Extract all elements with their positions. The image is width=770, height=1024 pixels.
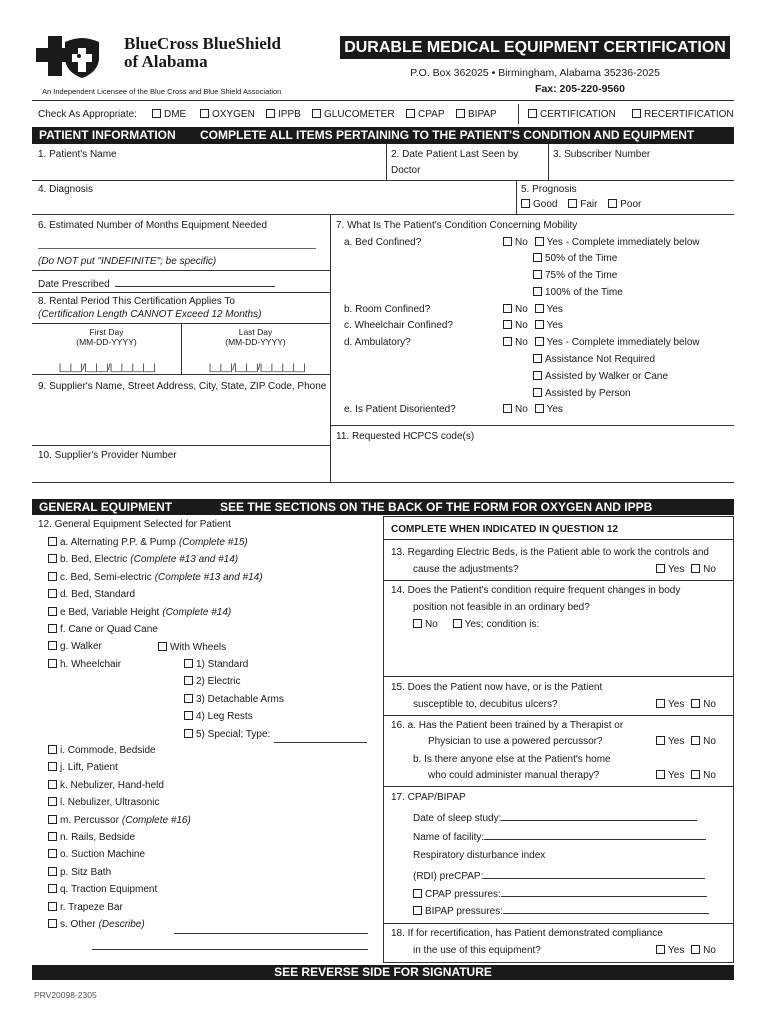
q14-text: 14. Does the Patient's condition require frequent changes in body [391, 585, 681, 596]
equipment-item-note: (Complete #13 and #14) [154, 571, 263, 583]
reverse-side-bar: SEE REVERSE SIDE FOR SIGNATURE [32, 965, 734, 980]
patient-info-subtitle: COMPLETE ALL ITEMS PERTAINING TO THE PATIENT'S CONDITION AND EQUIPMENT [200, 128, 695, 142]
equipment-item-label: j. Lift, Patient [60, 762, 118, 774]
equipment-item-label: b. Bed, Electric [60, 554, 128, 566]
equipment-item[interactable] [48, 919, 145, 931]
yes-label: Yes [668, 699, 685, 710]
q17-bipap[interactable] [413, 904, 709, 918]
ippb-label: IPPB [278, 109, 301, 120]
equipment-item[interactable] [48, 572, 263, 584]
first-day-input[interactable]: |__|__|/|__|__|/|__|__|__|__| [58, 362, 156, 372]
checkbox-disoriented-yes[interactable] [535, 404, 544, 413]
bed-confined-label: a. Bed Confined? [344, 237, 422, 248]
q13-text: 13. Regarding Electric Beds, is the Patient able to work the controls and [391, 547, 709, 558]
checkbox-q16a-yes[interactable] [656, 736, 665, 745]
checkbox-equip-ah-2[interactable] [48, 572, 57, 581]
date-last-seen-label2: Doctor [391, 165, 421, 176]
field-date-last-seen[interactable] [391, 149, 518, 177]
checkbox-bed-confined-no[interactable] [503, 237, 512, 246]
checkbox-room-confined-no[interactable] [503, 304, 512, 313]
yes-label: Yes [546, 404, 563, 415]
wheelchair-option-label: 1) Standard [196, 659, 249, 670]
equipment-item-label: n. Rails, Bedside [60, 832, 136, 843]
last-day-input[interactable]: |__|__|/|__|__|/|__|__|__|__| [208, 362, 306, 372]
checkbox-equip-is-6[interactable] [48, 849, 57, 858]
equipment-item-label: o. Suction Machine [60, 849, 146, 861]
prognosis-poor-label: Poor [620, 199, 642, 210]
checkbox-bipap-pressures[interactable] [413, 906, 422, 915]
checkbox-assist-walker[interactable] [533, 371, 542, 380]
first-day-label: First Day [89, 327, 124, 337]
checkbox-q16a-no[interactable] [691, 736, 700, 745]
equipment-item[interactable] [48, 815, 191, 827]
equipment-item[interactable] [48, 607, 231, 619]
equipment-item[interactable] [48, 762, 118, 774]
dme-label: DME [164, 109, 187, 120]
field-equipment-selected: 12. General Equipment Selected for Patient [38, 519, 231, 530]
field-prognosis: 5. Prognosis [521, 184, 577, 195]
licensee-text: An Independent Licensee of the Blue Cross and Blue Shield Association [42, 87, 282, 96]
checkbox-prognosis-poor[interactable] [608, 199, 617, 208]
rdi-label: (RDI) preCPAP: [413, 871, 484, 882]
checkbox-equip-is-7[interactable] [48, 867, 57, 876]
field-rental-period: 8. Rental Period This Certification Applies To [38, 296, 235, 307]
checkbox-75pct[interactable] [533, 270, 542, 279]
q17-rdi[interactable] [413, 869, 705, 883]
q17-rdi-label: Respiratory disturbance index [413, 850, 546, 861]
equipment-item[interactable] [48, 659, 121, 671]
prognosis-good-label: Good [533, 199, 558, 210]
checkbox-bipap[interactable] [456, 109, 465, 118]
field-diagnosis[interactable]: 4. Diagnosis [38, 184, 94, 195]
q17-facility[interactable] [413, 830, 706, 844]
equipment-item-label: c. Bed, Semi-electric [60, 571, 152, 583]
glucometer-label: GLUCOMETER [324, 109, 395, 120]
field-supplier-address[interactable]: 9. Supplier's Name, Street Address, City, State, ZIP Code, Phone [38, 381, 327, 392]
yes-label: Yes [668, 770, 685, 781]
checkbox-equip-is-3[interactable] [48, 797, 57, 806]
checkbox-equip-is-4[interactable] [48, 815, 57, 824]
q16a-text: 16. a. Has the Patient been trained by a Therapist or [391, 720, 624, 731]
q17-cpap[interactable] [413, 887, 707, 901]
checkbox-wheelchair-opt-2[interactable] [184, 694, 193, 703]
q14-yes-label: Yes; condition is: [464, 619, 540, 630]
wheelchair-option[interactable] [184, 729, 270, 741]
checkbox-equip-is-8[interactable] [48, 884, 57, 893]
bcbs-logo [36, 34, 116, 80]
equipment-item[interactable] [48, 554, 238, 566]
field-hcpcs[interactable]: 11. Requested HCPCS code(s) [336, 431, 475, 442]
checkbox-dme[interactable] [152, 109, 161, 118]
equipment-item-label: q. Traction Equipment [60, 884, 158, 896]
last-day-label: Last Day [238, 327, 273, 337]
pct-50-label: 50% of the Time [545, 253, 618, 264]
equipment-item-note: (Complete #13 and #14) [130, 554, 239, 566]
checkbox-equip-is-2[interactable] [48, 780, 57, 789]
yes-label: Yes [546, 304, 563, 315]
checkbox-oxygen[interactable] [200, 109, 209, 118]
checkbox-equip-is-10[interactable] [48, 919, 57, 928]
equipment-item-label: s. Other [60, 919, 96, 930]
equipment-item-label: e Bed, Variable Height [60, 606, 160, 618]
equipment-item-note: (Describe) [98, 919, 145, 930]
checkbox-100pct[interactable] [533, 287, 542, 296]
first-day-format: (MM-DD-YYYY) [76, 337, 137, 347]
check-label: Check As Appropriate: [38, 109, 137, 120]
fax: Fax: 205-220-9560 [535, 83, 625, 95]
equipment-item[interactable] [48, 641, 102, 653]
checkbox-disoriented-no[interactable] [503, 404, 512, 413]
checkbox-ippb[interactable] [266, 109, 275, 118]
address: P.O. Box 362025 • Birmingham, Alabama 35236-2025 [410, 67, 660, 79]
checkbox-recertification[interactable] [632, 109, 641, 118]
checkbox-room-confined-yes[interactable] [535, 304, 544, 313]
equipment-item-label: h. Wheelchair [60, 658, 122, 670]
no-label: No [515, 237, 528, 248]
bipap-pressures-label: BIPAP pressures: [425, 906, 503, 917]
yes-complete-label: Yes - Complete immediately below [546, 337, 700, 348]
equipment-item[interactable] [48, 780, 164, 792]
no-label: No [515, 404, 528, 415]
field-provider-number[interactable]: 10. Supplier's Provider Number [38, 450, 177, 461]
equipment-item[interactable] [48, 902, 123, 914]
general-equipment-bar [32, 499, 734, 515]
wheelchair-option-label: 3) Detachable Arms [196, 693, 284, 705]
equipment-item-label: l. Nebulizer, Ultrasonic [60, 797, 160, 809]
checkbox-equip-ah-3[interactable] [48, 589, 57, 598]
checkbox-certification[interactable] [528, 109, 537, 118]
q17-text: 17. CPAP/BIPAP [391, 792, 466, 803]
cpap-pressures-label: CPAP pressures: [425, 889, 501, 900]
q17-sleep-study[interactable] [413, 811, 697, 825]
wheelchair-option-label: 2) Electric [196, 676, 241, 688]
brand-name [124, 35, 281, 71]
cpap-label: CPAP [418, 109, 445, 120]
checkbox-q14-yes[interactable] [453, 619, 462, 628]
q16b-text: b. Is there anyone else at the Patient's home [413, 754, 611, 765]
checkbox-ambulatory-yes[interactable] [535, 337, 544, 346]
checkbox-prognosis-fair[interactable] [568, 199, 577, 208]
yes-complete-label: Yes - Complete immediately below [546, 237, 700, 248]
checkbox-equip-ah-5[interactable] [48, 624, 57, 633]
checkbox-q16b-yes[interactable] [656, 770, 665, 779]
yes-label: Yes [668, 945, 685, 956]
checkbox-equip-ah-1[interactable] [48, 554, 57, 563]
checkbox-cpap-pressures[interactable] [413, 889, 422, 898]
other-describe-line2[interactable] [92, 949, 368, 950]
wheelchair-option-label: 5) Special; Type: [196, 728, 271, 740]
equipment-item-note: (Complete #16) [121, 814, 191, 826]
no-label: No [515, 304, 528, 315]
no-label: No [515, 320, 528, 331]
check-appropriate-row [38, 109, 137, 121]
checkbox-wheelchair-opt-4[interactable] [184, 729, 193, 738]
checkbox-q16b-no[interactable] [691, 770, 700, 779]
room-confined-label: b. Room Confined? [344, 304, 431, 315]
checkbox-ambulatory-no[interactable] [503, 337, 512, 346]
checkbox-equip-is-1[interactable] [48, 762, 57, 771]
wheelchair-option[interactable] [184, 659, 248, 671]
equipment-item-label: i. Commode, Bedside [60, 745, 156, 756]
date-last-seen-label: 2. Date Patient Last Seen by [391, 149, 519, 160]
months-needed-note: (Do NOT put "INDEFINITE"; be specific) [38, 256, 217, 267]
pct-100-label: 100% of the Time [545, 287, 623, 298]
checkbox-q18-no[interactable] [691, 945, 700, 954]
last-day-format: (MM-DD-YYYY) [225, 337, 286, 347]
equipment-item[interactable] [48, 884, 157, 896]
patient-info-title: PATIENT INFORMATION [39, 128, 176, 142]
field-subscriber-number[interactable]: 3. Subscriber Number [553, 149, 651, 160]
with-wheels-label: With Wheels [170, 642, 227, 653]
assist-none-label: Assistance Not Required [545, 354, 656, 365]
checkbox-equip-ah-7[interactable] [48, 659, 57, 668]
no-label: No [703, 564, 716, 575]
brand-line1: BlueCross BlueShield [124, 34, 281, 53]
equipment-item[interactable] [48, 797, 159, 809]
checkbox-q13-no[interactable] [691, 564, 700, 573]
bipap-label: BIPAP [468, 109, 497, 120]
equipment-item[interactable] [48, 624, 158, 636]
equipment-item-label: f. Cane or Quad Cane [60, 624, 158, 635]
q16b-text2: who could administer manual therapy? [428, 770, 600, 781]
checkbox-equip-ah-0[interactable] [48, 537, 57, 546]
equipment-item-label: r. Trapeze Bar [60, 901, 123, 913]
patient-info-bar [32, 127, 734, 144]
equipment-item-label: k. Nebulizer, Hand-held [60, 779, 164, 791]
rental-period-note: (Certification Length CANNOT Exceed 12 Months) [38, 309, 262, 320]
q16a-text2: Physician to use a powered percussor? [428, 736, 603, 747]
wheelchair-option[interactable] [184, 676, 240, 688]
wheelchair-option-label: 4) Leg Rests [196, 711, 253, 723]
q18-text: 18. If for recertification, has Patient demonstrated compliance [391, 928, 663, 939]
equipment-item[interactable] [48, 832, 135, 844]
ambulatory-label: d. Ambulatory? [344, 337, 411, 348]
no-label: No [703, 945, 716, 956]
disoriented-label: e. Is Patient Disoriented? [344, 404, 456, 415]
equipment-item-label: d. Bed, Standard [60, 589, 136, 601]
date-prescribed-label: Date Prescribed [38, 279, 110, 290]
field-months-needed: 6. Estimated Number of Months Equipment Needed [38, 220, 268, 231]
checkbox-cpap[interactable] [406, 109, 415, 118]
yes-label: Yes [668, 564, 685, 575]
no-label: No [703, 699, 716, 710]
field-mobility: 7. What Is The Patient's Condition Concerning Mobility [336, 220, 578, 231]
no-label: No [515, 337, 528, 348]
form-code: PRV20098-2305 [34, 990, 97, 1000]
checkbox-glucometer[interactable] [312, 109, 321, 118]
checkbox-q15-yes[interactable] [656, 699, 665, 708]
sleep-study-label: Date of sleep study: [413, 813, 502, 824]
equipment-item[interactable] [48, 849, 145, 861]
assist-person-label: Assisted by Person [545, 388, 631, 399]
checkbox-50pct[interactable] [533, 253, 542, 262]
general-equipment-title: GENERAL EQUIPMENT [39, 500, 173, 514]
certification-label: CERTIFICATION [540, 109, 616, 120]
checkbox-q14-no[interactable] [413, 619, 422, 628]
cross-shield-icon [36, 34, 116, 80]
checkbox-equip-is-9[interactable] [48, 902, 57, 911]
oxygen-label: OXYGEN [212, 109, 255, 120]
equipment-item-label: m. Percussor [60, 814, 119, 826]
no-label: No [425, 619, 438, 630]
equipment-item[interactable] [48, 589, 135, 601]
checkbox-with-wheels[interactable] [158, 642, 167, 651]
checkbox-equip-ah-6[interactable] [48, 641, 57, 650]
special-type-line[interactable] [274, 742, 367, 743]
checkbox-wheelchair-confined-yes[interactable] [535, 320, 544, 329]
equipment-item[interactable] [48, 867, 111, 879]
prognosis-fair-label: Fair [580, 199, 598, 210]
equipment-item[interactable] [48, 745, 156, 757]
checkbox-equip-is-0[interactable] [48, 745, 57, 754]
checkbox-equip-ah-4[interactable] [48, 607, 57, 616]
yes-label: Yes [546, 320, 563, 331]
complete-when-indicated: COMPLETE WHEN INDICATED IN QUESTION 12 [391, 524, 619, 535]
checkbox-prognosis-good[interactable] [521, 199, 530, 208]
checkbox-wheelchair-opt-0[interactable] [184, 659, 193, 668]
q13-text2: cause the adjustments? [413, 564, 519, 575]
facility-label: Name of facility: [413, 832, 485, 843]
equipment-item-label: g. Walker [60, 641, 102, 653]
assist-walker-label: Assisted by Walker or Cane [545, 371, 669, 382]
field-patient-name[interactable]: 1. Patient's Name [38, 149, 117, 160]
general-equipment-subtitle: SEE THE SECTIONS ON THE BACK OF THE FORM FOR OXYGEN AND IPPB [220, 500, 653, 514]
other-describe-line[interactable] [174, 933, 368, 934]
field-date-prescribed[interactable] [38, 277, 275, 291]
no-label: No [703, 770, 716, 781]
checkbox-equip-is-5[interactable] [48, 832, 57, 841]
recertification-label: RECERTIFICATION [644, 109, 734, 120]
equipment-item-note: (Complete #15) [178, 537, 248, 548]
checkbox-wheelchair-confined-no[interactable] [503, 320, 512, 329]
checkbox-assist-none[interactable] [533, 354, 542, 363]
brand-line2: of Alabama [124, 52, 208, 71]
equipment-item[interactable] [48, 537, 248, 549]
equipment-item-label: p. Sitz Bath [60, 866, 112, 878]
checkbox-assist-person[interactable] [533, 388, 542, 397]
equipment-item-label: a. Alternating P.P. & Pump [60, 537, 176, 548]
q15-text: 15. Does the Patient now have, or is the Patient [391, 682, 603, 693]
checkbox-wheelchair-opt-3[interactable] [184, 711, 193, 720]
checkbox-q18-yes[interactable] [656, 945, 665, 954]
equipment-item-note: (Complete #14) [162, 606, 232, 618]
q15-text2: susceptible to, decubitus ulcers? [413, 699, 558, 710]
no-label: No [703, 736, 716, 747]
yes-label: Yes [668, 736, 685, 747]
checkbox-q15-no[interactable] [691, 699, 700, 708]
wheelchair-confined-label: c. Wheelchair Confined? [344, 320, 453, 331]
form-title: DURABLE MEDICAL EQUIPMENT CERTIFICATION [340, 36, 730, 59]
pct-75-label: 75% of the Time [545, 270, 618, 281]
checkbox-wheelchair-opt-1[interactable] [184, 676, 193, 685]
checkbox-q13-yes[interactable] [656, 564, 665, 573]
q14-text2: position not feasible in an ordinary bed? [413, 602, 590, 613]
checkbox-bed-confined-yes[interactable] [535, 237, 544, 246]
wheelchair-option[interactable] [184, 711, 253, 723]
q18-text2: in the use of this equipment? [413, 945, 541, 956]
wheelchair-option[interactable] [184, 694, 284, 706]
